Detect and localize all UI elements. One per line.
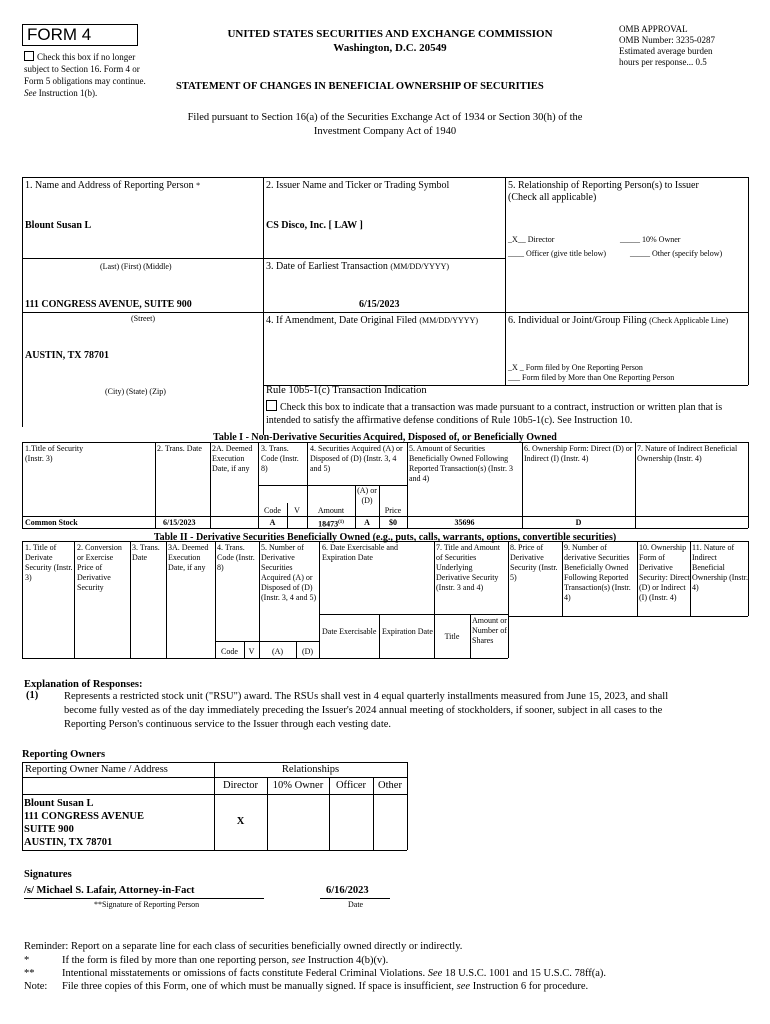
- t2-sub-date-exercisable: Date Exercisable: [322, 627, 377, 636]
- name-parts-label: (Last) (First) (Middle): [100, 262, 172, 271]
- filed-by-one-person[interactable]: _X _ Form filed by One Reporting Person: [508, 363, 643, 372]
- t2-v10: [637, 541, 638, 616]
- t2-v3: [166, 541, 167, 658]
- t1-col-nature: 7. Nature of Indirect Beneficial Ownership (Instr. 4): [637, 444, 738, 463]
- t2-v2: [130, 541, 131, 658]
- t1-row-form: D: [575, 518, 582, 527]
- reporting-owners-title: Reporting Owners: [22, 749, 106, 760]
- t2-v11: [690, 541, 691, 616]
- director-check[interactable]: _X__ Director: [508, 235, 555, 244]
- other-check[interactable]: _____ Other (specify below): [630, 249, 723, 258]
- ro-v1: [214, 762, 215, 850]
- t1-h-sub: [258, 485, 407, 486]
- grid-left: [22, 177, 23, 427]
- ro-h1a: [22, 777, 214, 778]
- t1-sub-amount: Amount: [317, 506, 345, 515]
- reminder-mark-2: **: [24, 968, 35, 979]
- city-label: (City) (State) (Zip): [105, 387, 166, 396]
- reminder-mark-1: *: [24, 955, 30, 966]
- t2-sub-amount: Amount or Number of Shares: [472, 616, 507, 645]
- ro-v5: [407, 762, 408, 850]
- t2-col-ownership-form: 10. Ownership Form of Derivative Security: Direct (D) or Indirect (I) (Instr. 4): [639, 543, 690, 602]
- reporting-person-street: 111 CONGRESS AVENUE, SUITE 900: [25, 299, 192, 310]
- t2-v1: [74, 541, 75, 658]
- t1-sub-v: V: [294, 506, 300, 515]
- t2-col-price: 8. Price of Derivative Security (Instr. 5): [510, 543, 558, 582]
- ro-col-other: Other: [378, 780, 402, 791]
- t1-row-owned: 35696: [454, 518, 475, 527]
- t1-row-aord: A: [364, 518, 370, 527]
- t2-col-deemed-date: 3A. Deemed Execution Date, if any: [168, 543, 209, 572]
- statement-title: STATEMENT OF CHANGES IN BENEFICIAL OWNERSHIP OF SECURITIES: [176, 81, 544, 92]
- ro-col-director: Director: [223, 780, 258, 791]
- street-label: (Street): [131, 314, 155, 323]
- t1-col-deemed-date: 2A. Deemed Execution Date, if any: [212, 444, 253, 473]
- signer-name: /s/ Michael S. Lafair, Attorney-in-Fact: [24, 885, 195, 896]
- no-longer-subject-checkbox[interactable]: [24, 51, 34, 61]
- rule-10b5-text: Check this box to indicate that a transaction was made pursuant to a contract, instruction or written plan that is intended to satisfy the affirmative defense conditions of Rule 10b5-1(c). See Instruction 10.: [266, 402, 723, 426]
- t2-col-nature: 11. Nature of Indirect Beneficial Ownership (Instr. 4): [692, 543, 748, 592]
- reminder-note-1: If the form is filed by more than one reporting person, see Instruction 4(b)(v).: [62, 955, 389, 966]
- t2-v7b: [470, 614, 471, 658]
- grid-top: [22, 177, 748, 178]
- agency-name: UNITED STATES SECURITIES AND EXCHANGE COMMISSION: [227, 28, 553, 40]
- box6-label: 6. Individual or Joint/Group Filing (Check Applicable Line): [508, 315, 729, 326]
- explanation-title: Explanation of Responses:: [24, 679, 143, 690]
- t2-sub-code: Code: [221, 647, 238, 656]
- reminder-note-3: File three copies of this Form, one of which must be manually signed. If space is insufficient, see Instruction 6 for procedure.: [62, 981, 589, 992]
- ro-col-name: Reporting Owner Name / Address: [25, 764, 168, 775]
- t2-sub-v: V: [248, 647, 255, 656]
- grid-line-b: [263, 258, 505, 259]
- t2-v0: [22, 541, 23, 658]
- t2-v9: [562, 541, 563, 616]
- explanation-text: Represents a restricted stock unit ("RSU") award. The RSUs shall vest in 4 equal quarterly installments measured from June 15, 2023, and shall become fully vested as of the day immediately preceding the Issuer's 2024 annual meeting of stockholders, if sooner, subject in all cases to the Reporting Person's continuous service to the Issuer through each vesting date.: [64, 691, 669, 730]
- ro-bottom: [22, 850, 407, 851]
- box5-label: 5. Relationship of Reporting Person(s) to Issuer (Check all applicable): [508, 180, 699, 203]
- filed-by-more-persons[interactable]: ___ Form filed by More than One Reporting Person: [508, 373, 675, 382]
- t2-col-number-owned: 9. Number of derivative Securities Beneficially Owned Following Reported Transaction(s) (Instr. 4): [564, 543, 631, 602]
- t2-sub-title: Title: [444, 632, 460, 641]
- t2-sub-expiration: Expiration Date: [382, 627, 433, 636]
- table2-title: Table II - Derivative Securities Beneficially Owned (e.g., puts, calls, warrants, options, convertible securities): [153, 532, 617, 543]
- table1-top: [22, 442, 748, 443]
- reminder-text: Reminder: Report on a separate line for each class of securities beneficially owned directly or indirectly.: [24, 941, 463, 952]
- filed-pursuant-text: Filed pursuant to Section 16(a) of the Securities Exchange Act of 1934 or Section 30(h) of the Investment Company Act of 1940: [187, 112, 583, 137]
- t1-sub-code: Code: [264, 506, 281, 515]
- t1-col-trans-code: 3. Trans. Code (Instr. 8): [261, 444, 299, 473]
- t2-v6: [319, 541, 320, 658]
- t1-h-bottom: [22, 528, 748, 529]
- t2-h-bottom: [22, 658, 508, 659]
- ro-h2: [22, 794, 407, 795]
- earliest-transaction-date: 6/15/2023: [359, 299, 400, 310]
- t2-h-sub: [319, 614, 508, 615]
- t2-v12: [748, 541, 749, 616]
- t1-sub-price: Price: [384, 506, 402, 515]
- t1-col-securities: 4. Securities Acquired (A) or Disposed of (D) (Instr. 3, 4 and 5): [310, 444, 403, 473]
- ro-col-relationships: Relationships: [281, 764, 340, 775]
- reporting-person-name: Blount Susan L: [25, 220, 92, 231]
- signature-label: **Signature of Reporting Person: [94, 900, 200, 909]
- box2-label: 2. Issuer Name and Ticker or Trading Symbol: [266, 180, 450, 191]
- issuer-name: CS Disco, Inc. [ LAW ]: [266, 220, 363, 231]
- ro-director-mark: X: [236, 816, 245, 827]
- t2-sub-a: (A): [271, 647, 284, 656]
- omb-approval: OMB APPROVAL OMB Number: 3235-0287 Estimated average burden hours per response... 0.5: [619, 24, 715, 67]
- grid-line-a: [22, 258, 263, 259]
- box3-label: 3. Date of Earliest Transaction (MM/DD/YYYY): [266, 261, 450, 272]
- form-label: FORM 4: [27, 25, 92, 44]
- t2-col-title: 1. Title of Derivate Security (Instr. 3): [25, 543, 73, 582]
- t1-col-trans-date: 2. Trans. Date: [157, 444, 202, 453]
- t2-col-date-exercisable: 6. Date Exercisable and Expiration Date: [322, 543, 398, 562]
- t1-col-title: 1.Title of Security (Instr. 3): [25, 444, 84, 463]
- ro-owner-address: Blount Susan L 111 CONGRESS AVENUE SUITE 900 AUSTIN, TX 78701: [24, 798, 145, 848]
- signature-line: [24, 898, 264, 899]
- t2-col-conversion: 2. Conversion or Exercise Price of Derivative Security: [77, 543, 122, 592]
- box1-label: 1. Name and Address of Reporting Person *: [25, 180, 201, 191]
- grid-line-c: [22, 312, 505, 313]
- date-label: Date: [348, 900, 364, 909]
- ro-v0: [22, 762, 23, 850]
- t1-v8: [748, 442, 749, 528]
- t2-sub-d: (D): [301, 647, 314, 656]
- t2-col-number-derivative: 5. Number of Derivative Securities Acquired (A) or Disposed of (D) (Instr. 3, 4 and 5): [261, 543, 317, 602]
- t2-h-sub2: [215, 641, 319, 642]
- t1-h-row: [22, 516, 748, 517]
- grid-line-d: [505, 312, 748, 313]
- t2-v6b: [379, 614, 380, 658]
- signature-date: 6/16/2023: [326, 885, 369, 896]
- reminder-note-2: Intentional misstatements or omissions of facts constitute Federal Criminal Violations. See 18 U.S.C. 1001 and 15 U.S.C. 78ff(a).: [62, 968, 607, 979]
- reporting-person-city: AUSTIN, TX 78701: [25, 350, 109, 361]
- t1-sub-aord: (A) or (D): [357, 486, 377, 505]
- t1-row-amount: 18473$^{(1)}$: [318, 519, 344, 529]
- signatures-title: Signatures: [24, 869, 72, 880]
- t2-v8: [508, 541, 509, 658]
- grid-col3: [505, 177, 506, 386]
- agency-location: Washington, D.C. 20549: [333, 42, 447, 54]
- t1-row-code: A: [269, 518, 276, 527]
- t1-col-amount-owned: 5. Amount of Securities Beneficially Owned Following Reported Transaction(s) (Instr. 3 and 4): [409, 444, 513, 483]
- ten-percent-owner-check[interactable]: _____ 10% Owner: [620, 235, 681, 244]
- grid-right: [748, 177, 749, 385]
- explanation-num: (1): [26, 690, 39, 701]
- t2-h-right: [508, 616, 748, 617]
- no-longer-subject-checkbox-text: Check this box if no longer subject to Section 16. Form 4 or Form 5 obligations may continue. See Instruction 1(b).: [24, 52, 146, 98]
- date-line: [320, 898, 390, 899]
- t2-col-trans-code: 4. Trans. Code (Instr. 8): [217, 543, 255, 572]
- t2-col-title-amount: 7. Title and Amount of Securities Underlying Derivative Security (Instr. 3 and 4): [436, 543, 501, 592]
- t1-row-price: $0: [389, 518, 397, 527]
- t2-col-trans-date: 3. Trans. Date: [132, 543, 160, 562]
- officer-check[interactable]: ____ Officer (give title below): [508, 249, 607, 258]
- grid-col2: [263, 177, 264, 435]
- rule-10b5-checkbox[interactable]: [266, 400, 277, 411]
- box4-label: 4. If Amendment, Date Original Filed (MM/DD/YYYY): [266, 315, 478, 326]
- ro-col-officer: Officer: [335, 780, 367, 791]
- ro-col-ten-pct: 10% Owner: [272, 780, 324, 791]
- ro-h1b: [214, 777, 407, 778]
- t1-col-ownership-form: 6. Ownership Form: Direct (D) or Indirect (I) (Instr. 4): [524, 444, 633, 463]
- rule-10b5-title: Rule 10b5-1(c) Transaction Indication: [266, 385, 427, 396]
- t1-row-title: Common Stock: [25, 518, 78, 527]
- table1-title: Table I - Non-Derivative Securities Acquired, Disposed of, or Beneficially Owned: [213, 432, 557, 443]
- t1-row-date: 6/15/2023: [163, 518, 196, 527]
- reminder-mark-3: Note:: [24, 981, 48, 992]
